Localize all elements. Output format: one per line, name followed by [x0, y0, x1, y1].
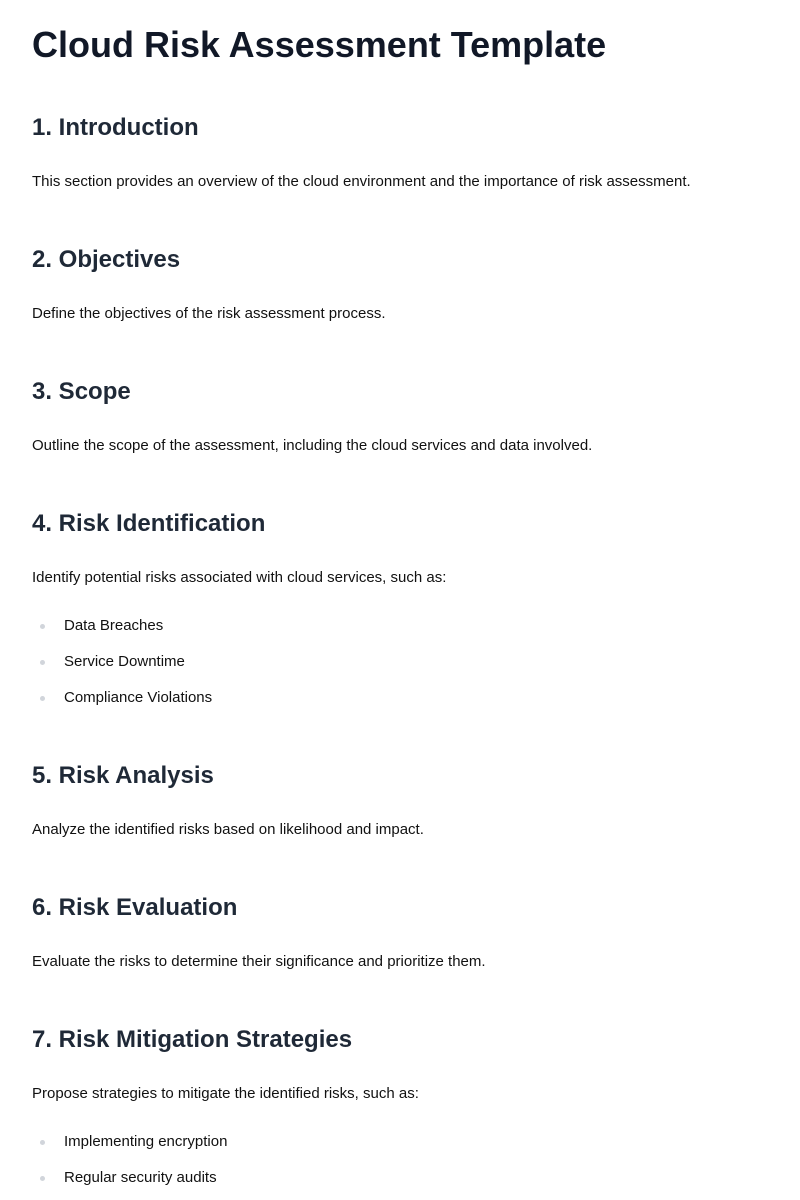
- section-text-risk-identification: Identify potential risks associated with cloud services, such as:: [32, 569, 447, 586]
- section-heading-scope: 3. Scope: [32, 378, 131, 405]
- list-item-label: Implementing encryption: [64, 1133, 228, 1150]
- list-item-label: Compliance Violations: [64, 689, 213, 706]
- section-heading-objectives: 2. Objectives: [32, 246, 181, 273]
- bullet-icon: [40, 696, 45, 701]
- section-text-risk-mitigation: Propose strategies to mitigate the identified risks, such as:: [32, 1085, 419, 1102]
- document-title: Cloud Risk Assessment Template: [32, 24, 607, 65]
- bullet-icon: [40, 660, 45, 665]
- bullet-icon: [40, 624, 45, 629]
- section-text-objectives: Define the objectives of the risk assessment process.: [32, 305, 386, 322]
- list-item-label: Data Breaches: [64, 617, 164, 634]
- section-text-risk-analysis: Analyze the identified risks based on likelihood and impact.: [32, 821, 424, 838]
- section-text-risk-evaluation: Evaluate the risks to determine their significance and prioritize them.: [32, 953, 486, 970]
- section-heading-introduction: 1. Introduction: [32, 114, 199, 141]
- section-text-introduction: This section provides an overview of the cloud environment and the importance of risk assessment.: [32, 173, 691, 190]
- list-item-label: Regular security audits: [64, 1169, 217, 1186]
- list-item-label: Service Downtime: [64, 653, 185, 670]
- section-heading-risk-identification: 4. Risk Identification: [32, 510, 266, 537]
- section-heading-risk-mitigation: 7. Risk Mitigation Strategies: [32, 1026, 353, 1053]
- bullet-icon: [40, 1176, 45, 1181]
- bullet-icon: [40, 1140, 45, 1145]
- section-heading-risk-analysis: 5. Risk Analysis: [32, 762, 214, 789]
- section-text-scope: Outline the scope of the assessment, including the cloud services and data involved.: [32, 437, 593, 454]
- section-heading-risk-evaluation: 6. Risk Evaluation: [32, 894, 238, 921]
